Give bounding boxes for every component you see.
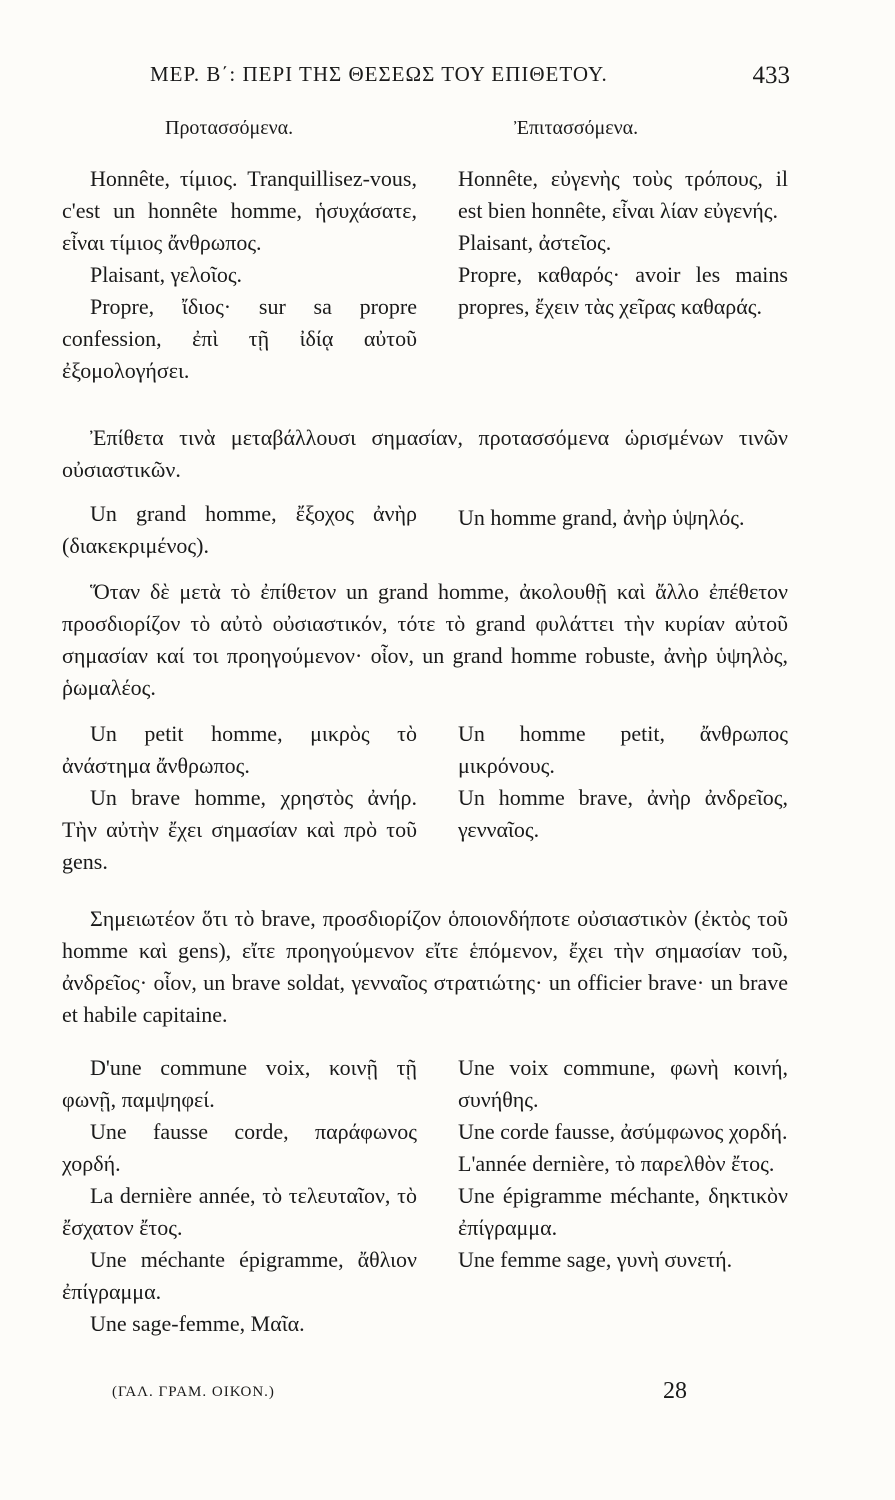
entry: Un brave homme, χρηστὸς ἀνήρ. Τὴν αὐτὴν ἔχει σημασίαν καὶ πρὸ τοῦ gens. xyxy=(62,785,417,874)
entry: Une femme sage, γυνὴ συνετή. xyxy=(458,1247,733,1272)
running-title: ΜΕΡ. Β΄: ΠΕΡΙ ΤΗΣ ΘΕΣΕΩΣ ΤΟΥ ΕΠΙΘΕΤΟΥ. xyxy=(150,62,608,86)
section4-left-column xyxy=(62,1052,417,1340)
page-number: 433 xyxy=(752,62,790,89)
entry: Plaisant, γελοῖος. xyxy=(90,262,243,287)
section2-right-column xyxy=(458,502,788,534)
entry: Honnête, εὐγενὴς τοὺς τρόπους, il est bien honnête, εἶναι λίαν εὐγενής. xyxy=(458,166,788,223)
entry: L'année dernière, τὸ παρελθὸν ἔτος. xyxy=(458,1151,775,1176)
entry: Une voix commune, φωνὴ κοινή, συνήθης. xyxy=(458,1055,788,1112)
entry: Honnête, τίμιος. Tranquillisez-vous, c'est un honnête homme, ἡσυχάσατε, εἶναι τίμιος ἄνθρωπος. xyxy=(62,166,417,255)
section3-left-column xyxy=(62,718,417,878)
entry: Propre, ἴδιος· sur sa propre confession, ἐπὶ τῇ ἰδίᾳ αὐτοῦ ἐξομολογήσει. xyxy=(62,294,417,383)
entry: D'une commune voix, κοινῇ τῇ φωνῇ, παμψηφεί. xyxy=(62,1055,417,1112)
signature-mark: (ΓΑΛ. ΓΡΑΜ. ΟΙΚΟΝ.) xyxy=(112,1384,275,1400)
entry: Une méchante épigramme, ἄθλιον ἐπίγραμμα. xyxy=(62,1247,417,1304)
entry: Un homme petit, ἄνθρωπος μικρόνους. xyxy=(458,721,788,778)
paragraph-2: Ὅταν δὲ μετὰ τὸ ἐπίθετον un grand homme, ἀκολουθῇ καὶ ἄλλο ἐπέθετον προσδιορίζον τὸ αὐτὸ οὐσιαστικόν, τότε τὸ grand φυλάττει τὴν κυρίαν αὐτοῦ σημασίαν καί τοι προηγούμενον· οἷον, un grand homme robuste, ἀνὴρ ὑψηλὸς, ῥωμαλέος. xyxy=(62,579,788,700)
paragraph-3: Σημειωτέον ὅτι τὸ brave, προσδιορίζον ὁποιονδήποτε οὐσιαστικὸν (ἐκτὸς τοῦ homme καὶ gens), εἴτε προηγούμενον εἴτε ἑπόμενον, ἔχει τὴν σημασίαν τοῦ, ἀνδρεῖος· οἷον, un brave soldat, γενναῖος στρατιώτης· un officier brave· un brave et habile capitaine. xyxy=(62,906,788,1027)
section1-right-column xyxy=(458,163,788,323)
entry: Une fausse corde, παράφωνος χορδή. xyxy=(62,1119,417,1176)
paragraph-1: Ἐπίθετα τινὰ μεταβάλλουσι σημασίαν, προτασσόμενα ὡρισμένων τινῶν οὐσιαστικῶν. xyxy=(62,425,788,482)
section4-right-column xyxy=(458,1052,788,1276)
entry: Propre, καθαρός· avoir les mains propres, ἔχειν τὰς χεῖρας καθαράς. xyxy=(458,262,788,319)
left-column-title: Προτασσόμενα. xyxy=(165,117,294,139)
section1-left-column xyxy=(62,163,417,387)
entry: La dernière année, τὸ τελευταῖον, τὸ ἔσχατον ἔτος. xyxy=(62,1183,417,1240)
entry: Plaisant, ἀστεῖος. xyxy=(458,230,612,255)
section3-right-column xyxy=(458,718,788,846)
entry: Un grand homme, ἔξοχος ἀνὴρ (διακεκριμένος). xyxy=(62,501,417,558)
entry: Une corde fausse, ἀσύμφωνος χορδή. xyxy=(458,1119,788,1144)
entry: Un homme brave, ἀνὴρ ἀνδρεῖος, γενναῖος. xyxy=(458,785,788,842)
sheet-number: 28 xyxy=(663,1378,687,1404)
entry: Un homme grand, ἀνὴρ ὑψηλός. xyxy=(458,505,745,530)
right-column-title: Ἐπιτασσόμενα. xyxy=(514,117,639,139)
entry: Une sage-femme, Μαῖα. xyxy=(90,1311,305,1336)
entry: Une épigramme méchante, δηκτικὸν ἐπίγραμμα. xyxy=(458,1183,788,1240)
section2-left-column xyxy=(62,498,417,562)
entry: Un petit homme, μικρὸς τὸ ἀνάστημα ἄνθρωπος. xyxy=(62,721,417,778)
